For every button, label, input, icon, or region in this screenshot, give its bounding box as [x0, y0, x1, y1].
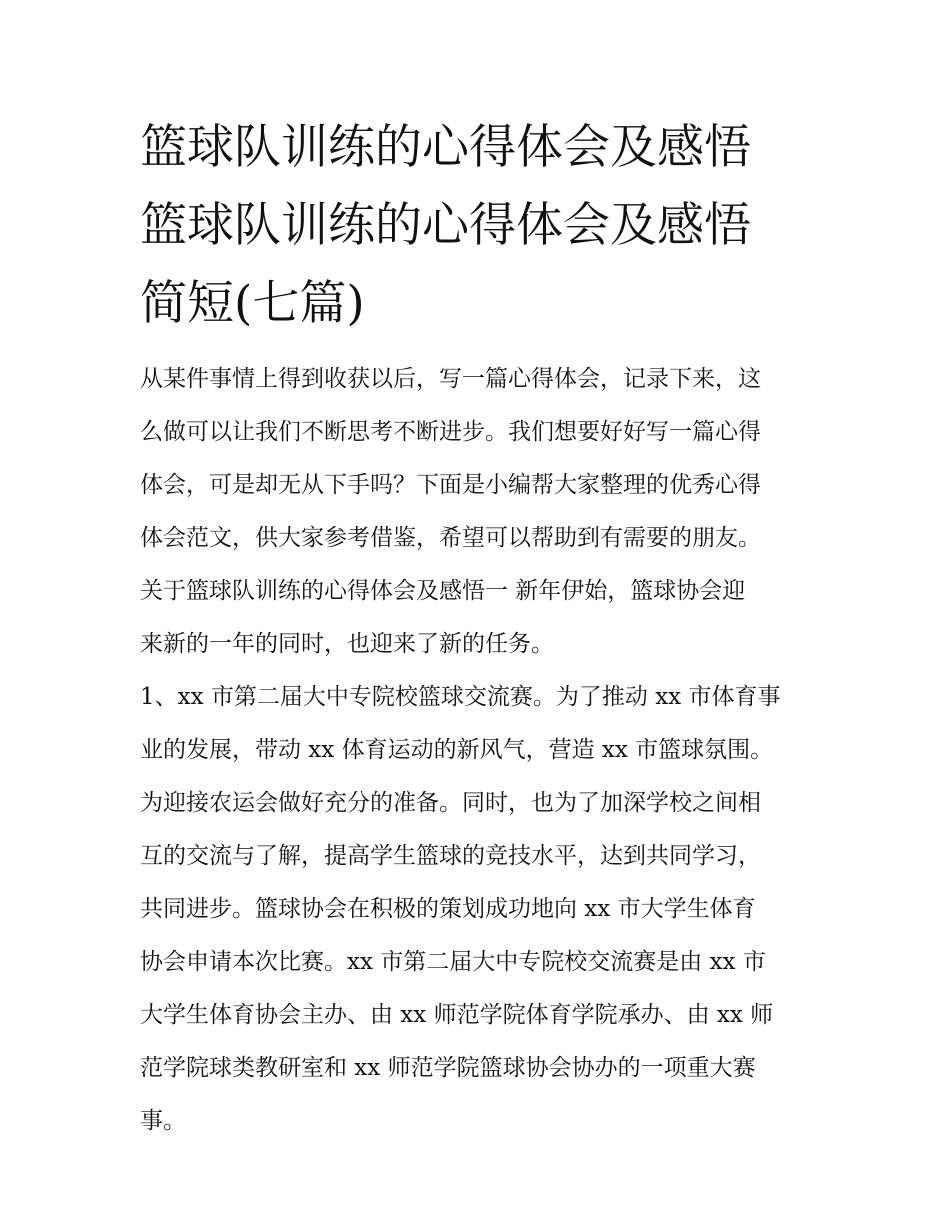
body-line-7: 1、xx 市第二届大中专院校篮球交流赛。为了推动 xx 市体育事: [140, 684, 781, 710]
body-line-2: 么做可以让我们不断思考不断进步。我们想要好好写一篇心得: [140, 419, 761, 445]
body-line-4: 体会范文，供大家参考借鉴，希望可以帮助到有需要的朋友。: [140, 525, 761, 551]
body-line-14: 范学院球类教研室和 xx 师范学院篮球协会协办的一项重大赛: [140, 1055, 756, 1081]
body-line-6: 来新的一年的同时，也迎来了新的任务。: [140, 631, 554, 657]
body-line-3: 体会，可是却无从下手吗？下面是小编帮大家整理的优秀心得: [140, 472, 761, 498]
body-line-5: 关于篮球队训练的心得体会及感悟一 新年伊始，篮球协会迎: [140, 578, 746, 604]
body-line-12: 协会申请本次比赛。xx 市第二届大中专院校交流赛是由 xx 市: [140, 949, 766, 975]
body-line-15: 事。: [140, 1108, 186, 1134]
document-title-line-2: 篮球队训练的心得体会及感悟: [140, 198, 751, 253]
body-line-8: 业的发展，带动 xx 体育运动的新风气，营造 xx 市篮球氛围。: [140, 737, 774, 763]
document-title-line-3: 简短(七篇): [140, 276, 365, 331]
body-line-10: 互的交流与了解，提高学生篮球的竞技水平，达到共同学习，: [140, 843, 761, 869]
body-line-13: 大学生体育协会主办、由 xx 师范学院体育学院承办、由 xx 师: [140, 1002, 774, 1028]
document-title-line-1: 篮球队训练的心得体会及感悟: [140, 120, 751, 175]
body-line-9: 为迎接农运会做好充分的准备。同时，也为了加深学校之间相: [140, 790, 761, 816]
body-line-11: 共同进步。篮球协会在积极的策划成功地向 xx 市大学生体育: [140, 896, 756, 922]
body-line-1: 从某件事情上得到收获以后，写一篇心得体会，记录下来，这: [140, 366, 761, 392]
